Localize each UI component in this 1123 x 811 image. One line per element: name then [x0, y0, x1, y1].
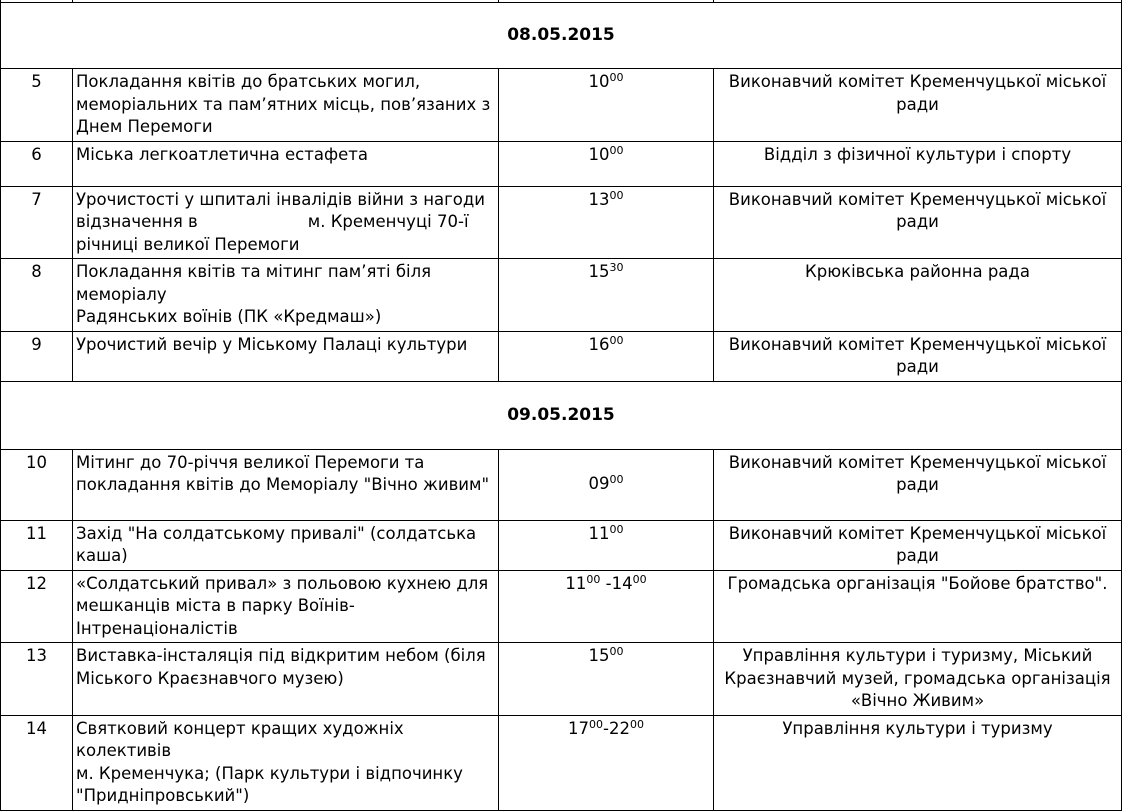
row-number: 10	[1, 449, 73, 520]
table-row	[1, 643, 1122, 716]
org-cell: Виконавчий комітет Кременчуцької міської ради	[714, 520, 1122, 570]
date-row	[1, 3, 1122, 69]
time-cell: $09^{00}$	[499, 449, 714, 520]
org-cell: Виконавчий комітет Кременчуцької міської ради	[714, 69, 1122, 142]
event-cell: «Солдатський привал» з польовою кухнею для мешканців міста в парку Воїнів-Інтренаціоналістів	[73, 570, 499, 643]
row-number: 9	[1, 331, 73, 381]
org-cell: Громадська організація "Бойове братство".	[714, 570, 1122, 643]
table-row	[1, 141, 1122, 186]
org-cell: Виконавчий комітет Кременчуцької міської ради	[714, 449, 1122, 520]
time-cell: $11^{00}$	[499, 520, 714, 570]
date-heading: 08.05.2015	[1, 3, 1122, 69]
event-cell: Урочистий вечір у Міському Палаці культури	[73, 331, 499, 381]
org-cell: Виконавчий комітет Кременчуцької міської ради	[714, 331, 1122, 381]
event-cell: Покладання квітів до братських могил, меморіальних та пам’ятних місць, пов’язаних з Днем Перемоги	[73, 69, 499, 142]
org-cell: Управління культури і туризму	[714, 715, 1122, 810]
org-cell: Управління культури і туризму, Міський Краєзнавчий музей, громадська організація «Вічно Живим»	[714, 643, 1122, 716]
event-cell: Міська легкоатлетична естафета	[73, 141, 499, 186]
event-cell: Захід "На солдатському привалі" (солдатська каша)	[73, 520, 499, 570]
date-heading: 09.05.2015	[1, 381, 1122, 449]
time-cell: $15^{00}$	[499, 643, 714, 716]
row-number: 12	[1, 570, 73, 643]
table-row	[1, 259, 1122, 332]
time-cell: $17^{00}-22^{00}$	[499, 715, 714, 810]
org-cell: Виконавчий комітет Кременчуцької міської ради	[714, 186, 1122, 259]
table-row	[1, 186, 1122, 259]
table-row	[1, 449, 1122, 520]
row-number: 13	[1, 643, 73, 716]
event-cell: Виставка-інсталяція під відкритим небом (біля Міського Краєзнавчого музею)	[73, 643, 499, 716]
org-cell: Відділ з фізичної культури і спорту	[714, 141, 1122, 186]
row-number: 8	[1, 259, 73, 332]
time-cell: $11^{00}$ $-14^{00}$	[499, 570, 714, 643]
org-cell: Крюківська районна рада	[714, 259, 1122, 332]
event-cell: Мітинг до 70-річчя великої Перемоги та покладання квітів до Меморіалу "Вічно живим"	[73, 449, 499, 520]
row-number: 6	[1, 141, 73, 186]
table-row	[1, 520, 1122, 570]
time-cell: $10^{00}$	[499, 141, 714, 186]
event-cell: Покладання квітів та мітинг пам’яті біля меморіалу Радянських воїнів (ПК «Кредмаш»)	[73, 259, 499, 332]
time-cell: $13^{00}$	[499, 186, 714, 259]
time-cell: $15^{30}$	[499, 259, 714, 332]
row-number: 11	[1, 520, 73, 570]
event-cell: Урочистості у шпиталі інвалідів війни з нагоди відзначення в м. Кременчуці 70-ї річниці великої Перемоги	[73, 186, 499, 259]
row-number: 14	[1, 715, 73, 810]
time-cell: $16^{00}$	[499, 331, 714, 381]
time-cell: $10^{00}$	[499, 69, 714, 142]
table-row	[1, 331, 1122, 381]
date-row	[1, 381, 1122, 449]
event-cell: Святковий концерт кращих художніх колективів м. Кременчука; (Парк культури і відпочинку "Придніпровський")	[73, 715, 499, 810]
table-row	[1, 69, 1122, 142]
row-number: 5	[1, 69, 73, 142]
table-row	[1, 715, 1122, 810]
row-number: 7	[1, 186, 73, 259]
table-row	[1, 570, 1122, 643]
